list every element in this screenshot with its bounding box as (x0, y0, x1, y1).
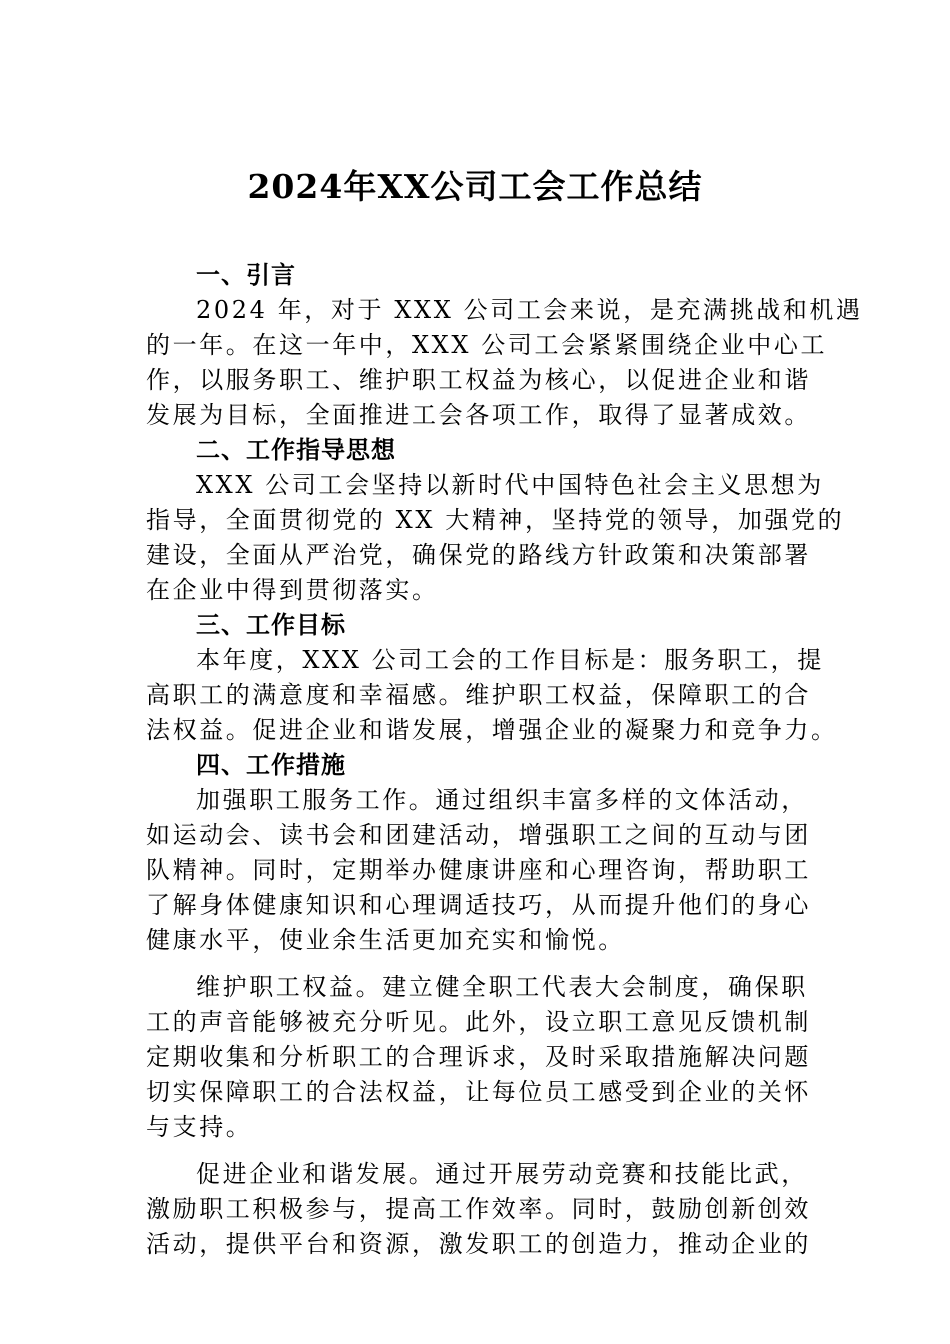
paragraph (146, 643, 838, 748)
paragraph (146, 1157, 811, 1262)
text-line: 2024 年，对于 XXX 公司工会来说，是充满挑战和机遇 (196, 296, 863, 324)
text-line: 高职工的满意度和幸福感。维护职工权益，保障职工的合 (146, 681, 811, 709)
text-line: 发展为目标，全面推进工会各项工作，取得了显著成效。 (146, 401, 811, 429)
text-line: 本年度，XXX 公司工会的工作目标是：服务职工，提 (196, 646, 824, 674)
paragraph-spacer (146, 1145, 806, 1157)
text-line: 与支持。 (146, 1113, 253, 1141)
text-line: 健康水平，使业余生活更加充实和愉悦。 (146, 926, 625, 954)
text-line: 定期收集和分析职工的合理诉求，及时采取措施解决问题 (146, 1043, 811, 1071)
section-heading: 一、引言 (196, 261, 296, 289)
text-line: 了解身体健康知识和心理调适技巧，从而提升他们的身心 (146, 891, 811, 919)
text-line: 切实保障职工的合法权益，让每位员工感受到企业的关怀 (146, 1078, 811, 1106)
section-heading: 三、工作目标 (196, 611, 346, 639)
text-line: 作，以服务职工、维护职工权益为核心，以促进企业和谐 (146, 366, 811, 394)
text-line: 建设，全面从严治党，确保党的路线方针政策和决策部署 (146, 541, 811, 569)
text-line: 指导，全面贯彻党的 XX 大精神，坚持党的领导，加强党的 (146, 506, 845, 534)
text-line: XXX 公司工会坚持以新时代中国特色社会主义思想为 (196, 471, 824, 499)
paragraph-spacer (146, 958, 806, 970)
text-line: 促进企业和谐发展。通过开展劳动竞赛和技能比武， (196, 1160, 808, 1188)
document-body (146, 258, 863, 1262)
paragraph (146, 293, 863, 433)
section-heading: 二、工作指导思想 (196, 436, 396, 464)
document-title: 2024年XX公司工会工作总结 (247, 167, 703, 206)
text-line: 队精神。同时，定期举办健康讲座和心理咨询，帮助职工 (146, 856, 811, 884)
paragraph (146, 468, 845, 608)
paragraph (146, 970, 811, 1145)
paragraph (146, 783, 811, 958)
text-line: 如运动会、读书会和团建活动，增强职工之间的互动与团 (146, 821, 811, 849)
text-line: 维护职工权益。建立健全职工代表大会制度，确保职 (196, 973, 808, 1001)
text-line: 在企业中得到贯彻落实。 (146, 576, 439, 604)
text-line: 加强职工服务工作。通过组织丰富多样的文体活动， (196, 786, 808, 814)
text-line: 工的声音能够被充分听见。此外，设立职工意见反馈机制 (146, 1008, 811, 1036)
text-line: 活动，提供平台和资源，激发职工的创造力，推动企业的 (146, 1230, 811, 1258)
text-line: 的一年。在这一年中，XXX 公司工会紧紧围绕企业中心工 (146, 331, 828, 359)
section-heading: 四、工作措施 (196, 751, 346, 779)
text-line: 法权益。促进企业和谐发展，增强企业的凝聚力和竞争力。 (146, 716, 838, 744)
text-line: 激励职工积极参与，提高工作效率。同时，鼓励创新创效 (146, 1195, 811, 1223)
